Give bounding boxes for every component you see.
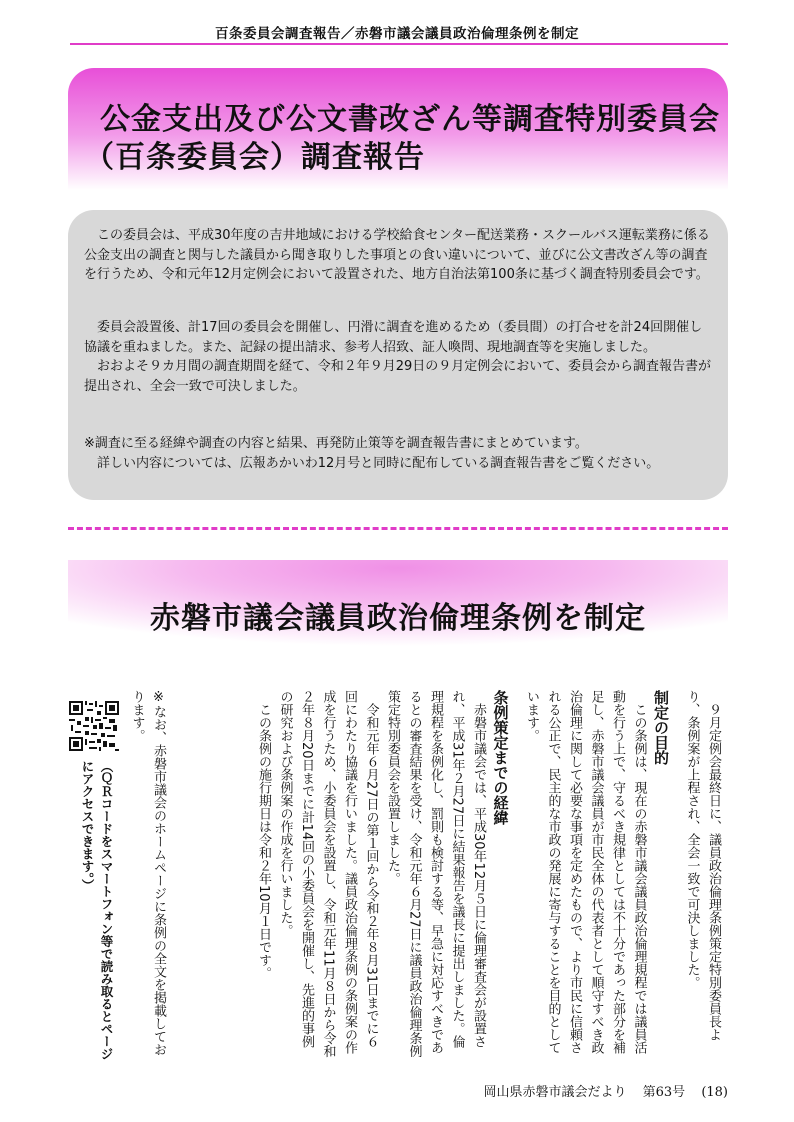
footer-page-number: (18): [701, 1085, 728, 1100]
summary-paragraph: この委員会は、平成30年度の吉井地域における学校給食センター配送業務・スクールバス運転業務に係る公金支出の調査と関与した議員から聞き取りした事項との食い違いについて、並びに公文書改ざん等の調査を行うため、令和元年12月定例会において設置された、地方自治法第100条に基づく調査特別委員会です。: [84, 228, 710, 282]
header-divider: [70, 43, 728, 45]
summary-note-line1: ※調査に至る経緯や調査の内容と結果、再発防止策等を調査報告書にまとめています。: [84, 436, 588, 451]
page-footer: [471, 1081, 728, 1100]
section1-title-line2: （百条委員会）調査報告: [84, 140, 425, 175]
summary-paragraph: 委員会設置後、計17回の委員会を開催し、円滑に調査を進めるため（委員間）の打合せを計24回開催し協議を重ねました。また、記録の提出請求、参考人招致、証人喚問、現地調査等を実施しました。: [84, 320, 703, 355]
purpose-heading: 制定の目的: [652, 690, 670, 765]
history-text: 赤磐市議会では、平成30年12月５日に倫理審査会が設置され、平成31年２月27日に結果報告を議長に提出しました。倫理規程を条例化し、罰則も検討する等、早急に対応すべきであるとの審査結果を受け、令和元年６月27日に議員政治倫理条例策定特別委員会を設置しました。: [385, 690, 486, 1058]
history-heading: 条例策定までの経緯: [491, 690, 510, 825]
summary-paragraph: おおよそ９カ月間の調査期間を経て、令和２年９月29日の９月定例会において、委員会から調査報告書が提出され、全会一致で可決しました。: [84, 359, 712, 394]
qr-caption: （ＱＲコードをスマートフォン等で読み取るとページにアクセスできます。）: [80, 760, 114, 1060]
section-divider: [68, 527, 728, 530]
homepage-note: ※なお、赤磐市議会のホームページに条例の全文を掲載しております。: [129, 690, 166, 1056]
summary-note: [84, 434, 714, 473]
qr-code-icon[interactable]: [69, 701, 119, 751]
purpose-text: この条例は、現在の赤磐市議会議員政治倫理規程では議員活動を行う上で、守るべき規律としては不十分であった部分を補足し、赤磐市議会議員が市民全体の代表者として順守すべき政治倫理に関して必要な事項を定めたもので、より市民に信頼される公正で、民主的な市政の発展に寄与することを目的としています。: [524, 690, 647, 1054]
section2-title-banner: [68, 560, 728, 660]
section1-title-line1: 公金支出及び公文書改ざん等調査特別委員会: [100, 102, 720, 137]
section1-summary-box: [68, 210, 728, 500]
summary-note-line2: 詳しい内容については、広報あかいわ12月号と同時に配布している調査報告書をご覧ください。: [97, 455, 660, 471]
footer-publication: 岡山県赤磐市議会だより: [483, 1085, 627, 1100]
section2-vertical-body: [253, 690, 725, 1060]
section2-title: 赤磐市議会議員政治倫理条例を制定: [150, 601, 646, 636]
page-header: 百条委員会調査報告／赤磐市議会議員政治倫理条例を制定: [215, 26, 579, 42]
section1-title-banner: [68, 68, 728, 190]
footer-issue: 第63号: [642, 1085, 686, 1100]
history-text: 令和元年６月27日の第１回から令和２年８月31日までに６回にわたり協議を行いました。議員政治倫理条例の条例案の作成を行うため、小委員会を設置し、令和元年11月８日から令和２年８月20日までに計14回の小委員会を開催し、先進的事例の研究および条例案の作成を行いました。: [277, 690, 379, 1058]
intro-text: ９月定例会最終日に、議員政治倫理条例策定特別委員長より、条例案が上程され、全会一致で可決しました。: [684, 690, 721, 1041]
history-text: この条例の施行期日は令和２年10月１日です。: [256, 703, 271, 980]
